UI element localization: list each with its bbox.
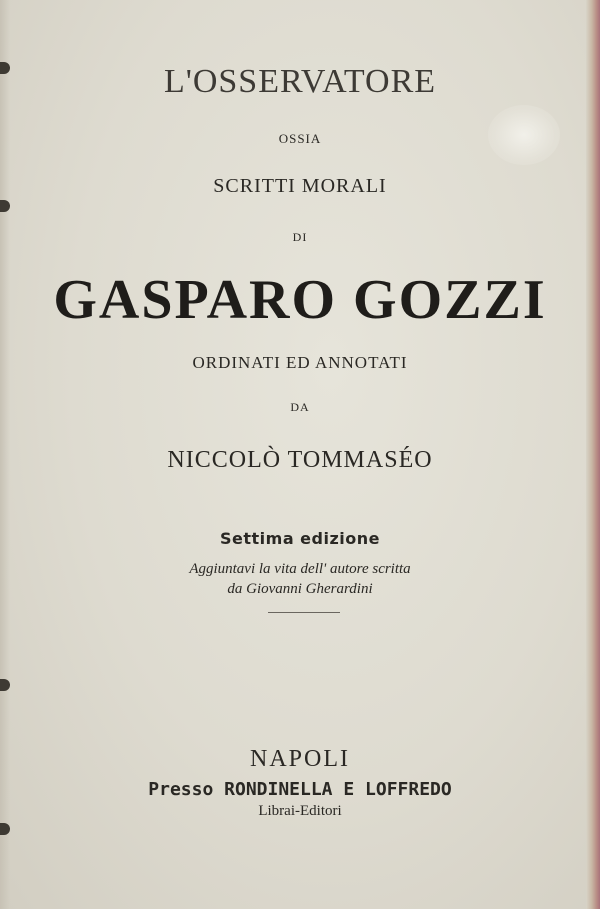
by-word: DI [292, 230, 308, 244]
divider-rule [268, 612, 340, 613]
conjunction: OSSIA [278, 131, 322, 146]
addition-line-2: da Giovanni Gherardini [227, 581, 373, 597]
author-name: GASPARO GOZZI [53, 269, 547, 331]
addition-line-1: Aggiuntavi la vita dell' autore scritta [189, 561, 411, 577]
edition: Settima edizione [219, 529, 380, 548]
publisher: Presso RONDINELLA E LOFFREDO [148, 779, 452, 800]
subtitle: SCRITTI MORALI [213, 175, 387, 197]
editorial-note: ORDINATI ED ANNOTATI [192, 353, 408, 372]
publisher-role: Librai-Editori [258, 803, 342, 819]
by-editor-word: DA [290, 400, 310, 414]
editor-name: NICCOLÒ TOMMASÉO [167, 447, 433, 473]
work-title: L'OSSERVATORE [163, 63, 437, 100]
city: NAPOLI [250, 746, 350, 772]
